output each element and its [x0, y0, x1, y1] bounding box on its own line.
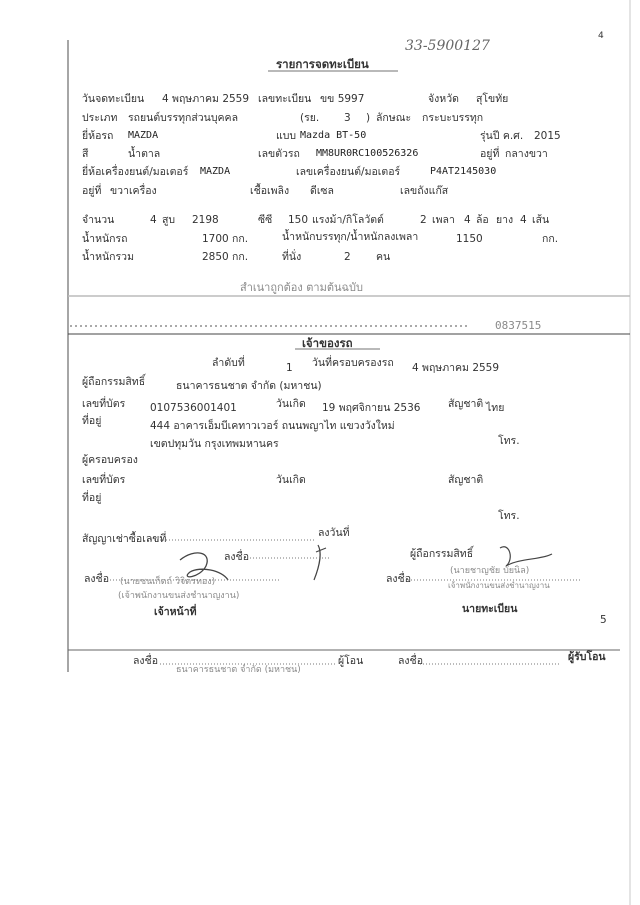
year-label: รุ่นปี ค.ศ.: [480, 130, 524, 142]
transferor-label: ผู้โอน: [338, 655, 364, 667]
fuel-value: ดีเซล: [310, 185, 334, 197]
chassis-position-label: อยู่ที่: [480, 148, 500, 160]
reg-date-value: 4 พฤษภาคม 2559: [162, 93, 250, 105]
brand-label: ยี่ห้อรถ: [82, 130, 114, 142]
officer-title: เจ้าหน้าที่: [154, 606, 197, 618]
load-unit: กก.: [542, 233, 559, 245]
hp-unit: แรงม้า/กิโลวัตต์: [312, 214, 384, 226]
document-number: 33-5900127: [405, 38, 490, 54]
plate-value: ขข 5997: [320, 93, 365, 105]
seat-unit: คน: [376, 251, 391, 263]
nationality-label: สัญชาติ: [448, 398, 484, 410]
province-label: จังหวัด: [428, 93, 459, 105]
axle-value: 2: [420, 214, 427, 226]
weight-unit: กก.: [232, 233, 249, 245]
page-number: 4: [598, 31, 604, 41]
address-line-1: 444 อาคารเอ็มบีเคทาวเวอร์ ถนนพญาไท แขวงวังใหม่: [150, 420, 395, 432]
document-title: รายการจดทะเบียน: [276, 57, 369, 71]
gross-weight-unit: กก.: [232, 251, 249, 263]
cc-value: 2198: [192, 214, 219, 226]
rs-label: (รย.: [300, 112, 320, 124]
engine-number-label: เลขเครื่องยนต์/มอเตอร์: [296, 166, 401, 178]
year-value: 2015: [534, 130, 561, 142]
hp-value: 150: [288, 214, 309, 226]
holder-value: ธนาคารธนชาต จำกัด (มหาชน): [176, 380, 322, 392]
model-label: แบบ: [276, 130, 297, 142]
owner-section-title: เจ้าของรถ: [302, 336, 353, 350]
engine-position-label: อยู่ที่: [82, 185, 102, 197]
seat-value: 2: [344, 251, 351, 263]
weight-value: 1700: [202, 233, 229, 245]
sign-label-transferor: ลงชื่อ: [133, 655, 158, 667]
cylinder-value: 4: [150, 214, 157, 226]
tire-label: ยาง: [496, 214, 514, 226]
cc-unit: ซีซี: [258, 214, 273, 226]
engine-brand-label: ยี่ห้อเครื่องยนต์/มอเตอร์: [82, 166, 189, 178]
plate-label: เลขทะเบียน: [258, 93, 312, 105]
registrar-title: นายทะเบียน: [462, 603, 518, 615]
sign-label-officer: ลงชื่อ: [84, 573, 109, 585]
sequence-value: 1: [286, 362, 293, 374]
nationality-value: ไทย: [486, 402, 505, 414]
gross-weight-value: 2850: [202, 251, 229, 263]
possessor-address-label: ที่อยู่: [82, 492, 102, 504]
rs-value: 3: [344, 112, 351, 124]
registrar-name: (นายชาญชัย บัยนิล): [450, 566, 530, 576]
gas-tank-label: เลขถังแก๊ส: [400, 185, 449, 197]
lease-date-label: ลงวันที่: [318, 527, 350, 539]
rs-close: ): [366, 112, 371, 124]
sign-label-transferee: ลงชื่อ: [398, 655, 423, 667]
seat-label: ที่นั่ง: [282, 251, 302, 263]
style-label: ลักษณะ: [376, 112, 412, 124]
transferor-name: ธนาคารธนชาต จำกัด (มหาชน): [176, 665, 301, 675]
weight-label: น้ำหนักรถ: [82, 233, 128, 245]
axle-unit: เพลา: [432, 214, 455, 226]
possessor-birth-label: วันเกิด: [276, 474, 306, 486]
possessor-nationality-label: สัญชาติ: [448, 474, 484, 486]
address-label: ที่อยู่: [82, 415, 102, 427]
birth-date-value: 19 พฤศจิกายน 2536: [322, 402, 421, 414]
reg-date-label: วันจดทะเบียน: [82, 93, 145, 105]
certified-copy-stamp: สำเนาถูกต้อง ตามต้นฉบับ: [240, 281, 363, 294]
signature-mark: [314, 545, 326, 580]
wheel-value: 4: [464, 214, 471, 226]
load-value: 1150: [456, 233, 483, 245]
model-value: Mazda BT-50: [300, 130, 367, 141]
officer-name: (นายชนเก็ตถ์ วิจิตรทอง): [120, 577, 216, 587]
possession-date-value: 4 พฤษภาคม 2559: [412, 362, 500, 374]
province-value: สุโขทัย: [476, 93, 509, 105]
card-number-label: เลขที่บัตร: [82, 398, 126, 410]
wheel-unit: ล้อ: [476, 214, 489, 226]
address-line-2: เขตปทุมวัน กรุงเทพมหานคร: [150, 438, 279, 450]
lease-contract-label: สัญญาเช่าซื้อเลขที่: [82, 533, 167, 545]
color-value: น้ำตาล: [128, 148, 161, 160]
gross-weight-label: น้ำหนักรวม: [82, 251, 134, 263]
birth-date-label: วันเกิด: [276, 398, 306, 410]
possession-date-label: วันที่ครอบครองรถ: [312, 357, 394, 369]
registrar-signature: [500, 547, 552, 566]
type-label: ประเภท: [82, 112, 118, 124]
engine-brand-value: MAZDA: [200, 166, 231, 177]
page-mark: 5: [600, 614, 607, 626]
sequence-label: ลำดับที่: [212, 357, 245, 369]
possessor-card-label: เลขที่บัตร: [82, 474, 126, 486]
card-number-value: 0107536001401: [150, 402, 237, 414]
chassis-value: MM8UR0RC100526326: [316, 148, 419, 159]
engine-position-value: ขวาเครื่อง: [110, 185, 157, 197]
color-label: สี: [82, 148, 89, 160]
possessor-label: ผู้ครอบครอง: [82, 454, 138, 466]
tire-value: 4: [520, 214, 527, 226]
stamp-code: 0837515: [495, 319, 542, 332]
load-label: น้ำหนักบรรทุก/น้ำหนักลงเพลา: [282, 231, 419, 243]
engine-number-value: P4AT2145030: [430, 166, 497, 177]
type-value: รถยนต์บรรทุกส่วนบุคคล: [128, 112, 238, 124]
chassis-label: เลขตัวรถ: [258, 148, 300, 160]
owner-phone-label: โทร.: [498, 435, 520, 447]
style-value: กระบะบรรทุก: [422, 112, 484, 124]
holder-sign-label: ผู้ถือกรรมสิทธิ์: [410, 548, 474, 560]
cylinder-unit: สูบ: [162, 214, 176, 226]
chassis-position-value: กลางขวา: [505, 148, 548, 160]
tire-unit: เส้น: [532, 214, 550, 226]
registrar-position: เจ้าพนักงานขนส่งชำนาญงาน: [448, 581, 550, 590]
holder-label: ผู้ถือกรรมสิทธิ์: [82, 376, 146, 388]
possessor-phone-label: โทร.: [498, 510, 520, 522]
cylinder-label: จำนวน: [82, 214, 115, 226]
transferee-label: ผู้รับโอน: [568, 651, 606, 663]
officer-position: (เจ้าพนักงานขนส่งชำนาญงาน): [118, 591, 240, 601]
brand-value: MAZDA: [128, 130, 159, 141]
fuel-label: เชื้อเพลิง: [250, 185, 290, 197]
sign-label-registrar: ลงชื่อ: [386, 573, 411, 585]
sign-label-officer-top: ลงชื่อ: [224, 551, 249, 563]
